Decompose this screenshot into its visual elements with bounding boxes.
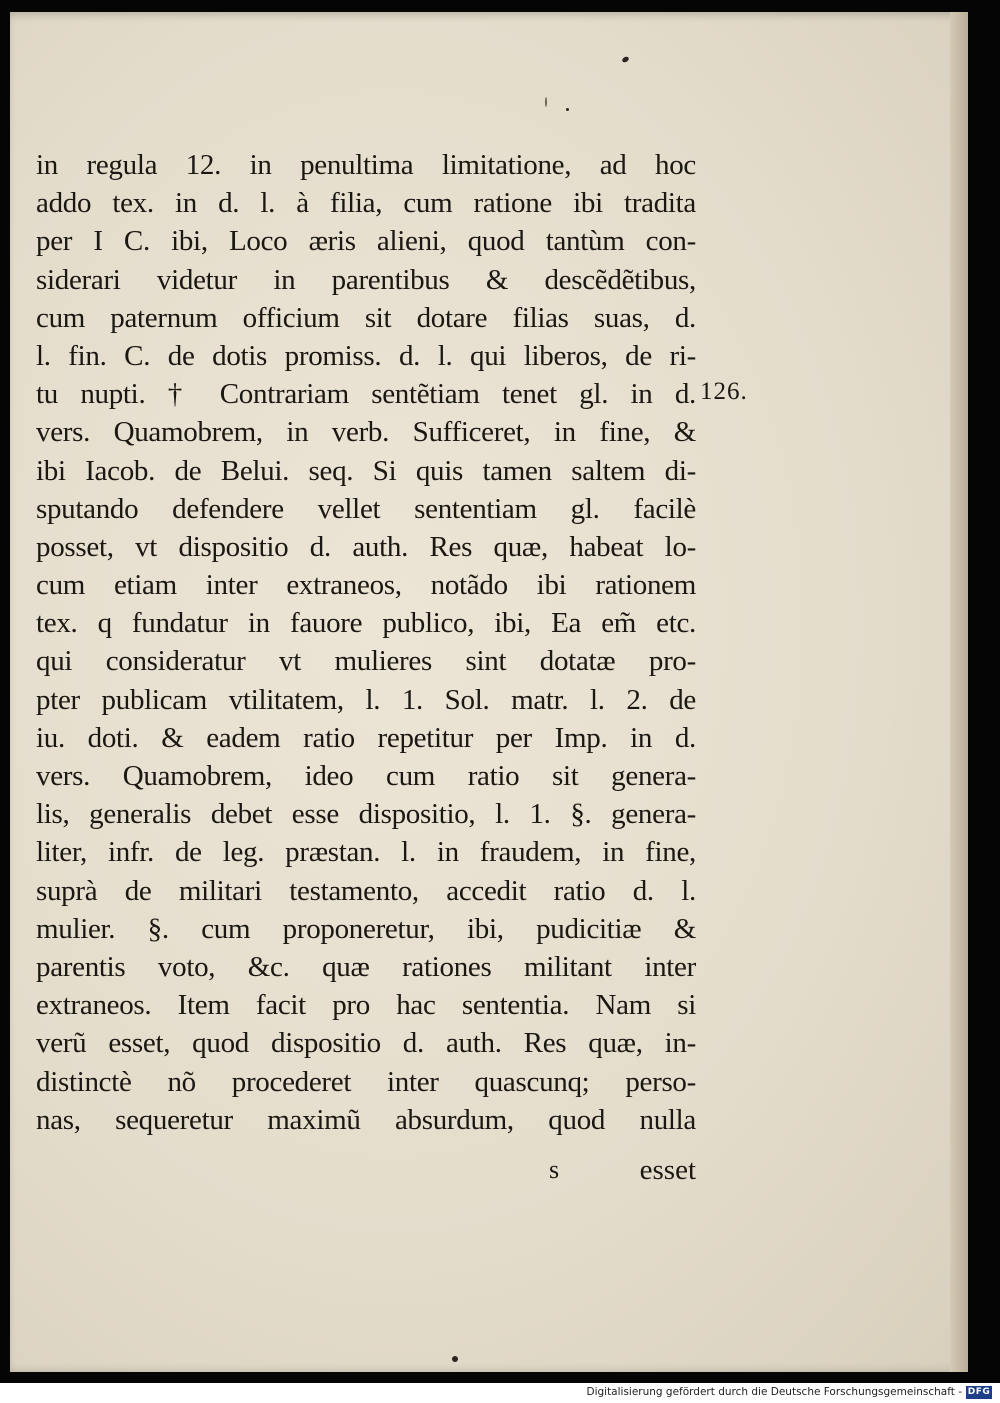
ink-speck [566,108,569,111]
marginal-number: 126. [700,378,748,405]
text-line: qui consideratur vt mulieres sint dotatæ pro- [36,645,696,678]
text-line: tu nupti. † Contrariam sentẽtiam tenet gl. in d. [36,378,696,411]
text-line: sputando defendere vellet sententiam gl. facilè [36,492,696,525]
text-line: l. fin. C. de dotis promiss. d. l. qui liberos, de ri- [36,339,696,372]
text-line: in regula 12. in penultima limitatione, ad hoc [36,149,696,181]
text-line: parentis voto, &c. quæ rationes militant inter [36,950,696,983]
text-line: vers. Quamobrem, ideo cum ratio sit genera- [36,760,696,792]
text-line: iu. doti. & eadem ratio repetitur per Imp. in d. [36,721,696,754]
text-line: suprà de militari testamento, accedit ratio d. l. [36,874,696,907]
text-line: per I C. ibi, Loco æris alieni, quod tantùm con- [36,225,696,258]
funding-notice: Digitalisierung gefördert durch die Deutsche Forschungsgemeinschaft - [586,1386,962,1398]
text-line: ibi Iacob. de Belui. seq. Si quis tamen saltem di- [36,454,696,487]
ink-dot [452,1356,458,1362]
dfg-logo: DFG [967,1387,991,1397]
text-line: cum etiam inter extraneos, notãdo ibi rationem [36,569,696,602]
text-line: addo tex. in d. l. à filia, cum ratione ibi tradita [36,187,696,220]
text-line: extraneos. Item facit pro hac sententia. Nam si [36,989,696,1022]
text-line: lis, generalis debet esse dispositio, l. 1. §. genera- [36,798,696,831]
signature-mark: s [549,1155,560,1184]
catchword-row [36,1152,696,1188]
page-edge-shadow [950,12,968,1372]
text-line: siderari videtur in parentibus & descẽdẽtibus, [36,263,696,296]
text-line: tex. q fundatur in fauore publico, ibi, Ea em̃ etc. [36,607,696,640]
text-line: liter, infr. de leg. præstan. l. in fraudem, in fine, [36,836,696,869]
text-line: posset, vt dispositio d. auth. Res quæ, habeat lo- [36,530,696,563]
text-line: cum paternum officium sit dotare filias suas, d. [36,301,696,334]
footer-bar [0,1383,1000,1403]
text-line: mulier. §. cum proponeretur, ibi, pudicitiæ & [36,912,696,945]
text-line: verũ esset, quod dispositio d. auth. Res quæ, in- [36,1027,696,1060]
text-line: distinctè nõ procederet inter quascunq; perso- [36,1065,696,1098]
catchword: esset [639,1154,696,1186]
body-text [36,146,696,1139]
text-line: pter publicam vtilitatem, l. 1. Sol. matr. l. 2. de [36,683,696,716]
ink-speck [545,97,547,107]
text-line: nas, sequeretur maximũ absurdum, quod nulla [36,1103,696,1136]
text-line: vers. Quamobrem, in verb. Sufficeret, in fine, & [36,416,696,449]
